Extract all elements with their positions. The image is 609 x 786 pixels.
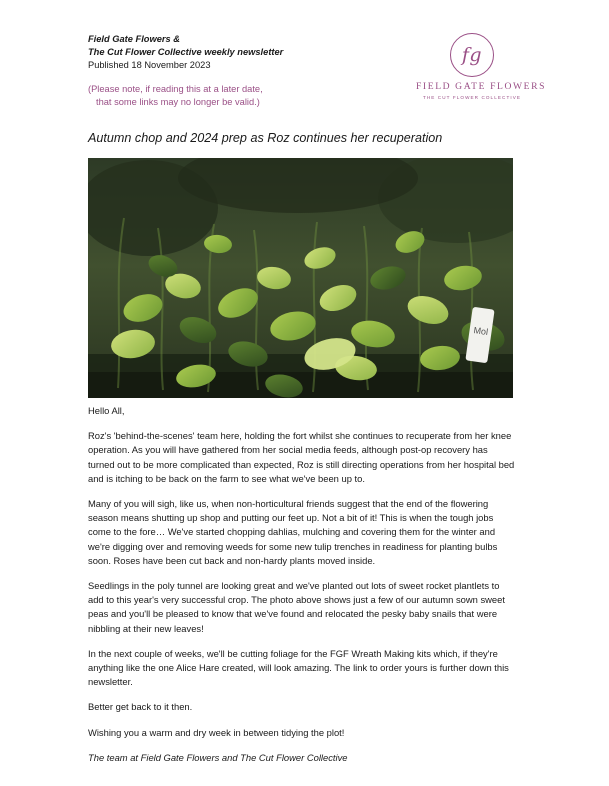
document-header (88, 33, 547, 109)
publication-date: Published 18 November 2023 (88, 60, 211, 71)
validity-note (88, 83, 388, 109)
article-body (88, 404, 515, 765)
logo-monogram-text: fg (461, 44, 483, 66)
publisher-line-1: Field Gate Flowers & (88, 34, 180, 44)
article-photo (88, 158, 513, 398)
logo-brand-subtitle: THE CUT FLOWER COLLECTIVE (422, 95, 522, 100)
brand-logo (416, 33, 547, 100)
logo-brand-name: FIELD GATE FLOWERS (416, 81, 547, 92)
paragraph-5: Better get back to it then. (88, 701, 193, 713)
signature: The team at Field Gate Flowers and The Cut Flower Collective (88, 751, 348, 763)
page-title: Autumn chop and 2024 prep as Roz continues her recuperation (88, 131, 443, 145)
paragraph-6: Wishing you a warm and dry week in between tidying the plot! (88, 726, 345, 738)
paragraph-4: In the next couple of weeks, we'll be cutting foliage for the FGF Wreath Making kits which, if they're anything like the one Alice Hare created, will look amazing. The link to order yours is further down this newsletter. (88, 647, 509, 688)
photo-illustration (88, 158, 513, 398)
validity-note-line-2: that some links may no longer be valid.) (96, 96, 260, 107)
svg-text:Mol: Mol (472, 325, 489, 338)
validity-note-line-1: (Please note, if reading this at a later date, (88, 83, 263, 94)
publisher-line-2: The Cut Flower Collective weekly newsletter (88, 47, 284, 58)
paragraph-3: Seedlings in the poly tunnel are looking great and we've planted out lots of sweet rocket plantlets to add to this year's very successful crop. The photo above shows just a few of our autumn sown sweet peas and you'll be pleased to know that we've found and relocated the pesky baby snails that were nibbling at their new leaves! (88, 580, 505, 634)
paragraph-2: Many of you will sigh, like us, when non-horticultural friends suggest that the end of the flowering season means shutting up shop and putting our feet up. Not a bit of it! This is when the tough jobs come to the fore… We've started chopping dahlias, mulching and covering them for the winter and we're digging over and removing weeds for some new tulip trenches in readiness for planting bulbs soon. Roses have been cut back and non-hardy plants moved inside. (88, 498, 498, 566)
paragraph-1: Roz's 'behind-the-scenes' team here, holding the fort whilst she continues to recuperate from her knee operation. As you will have gathered from her social media feeds, although post-op recovery has turned out to be more complicated than expected, Roz is still directing operations from her hospital bed and is itching to be back on the farm to see what we've been up to. (88, 430, 515, 484)
header-text-block (88, 33, 388, 109)
greeting: Hello All, (88, 405, 125, 416)
logo-monogram-circle-icon (450, 33, 494, 77)
